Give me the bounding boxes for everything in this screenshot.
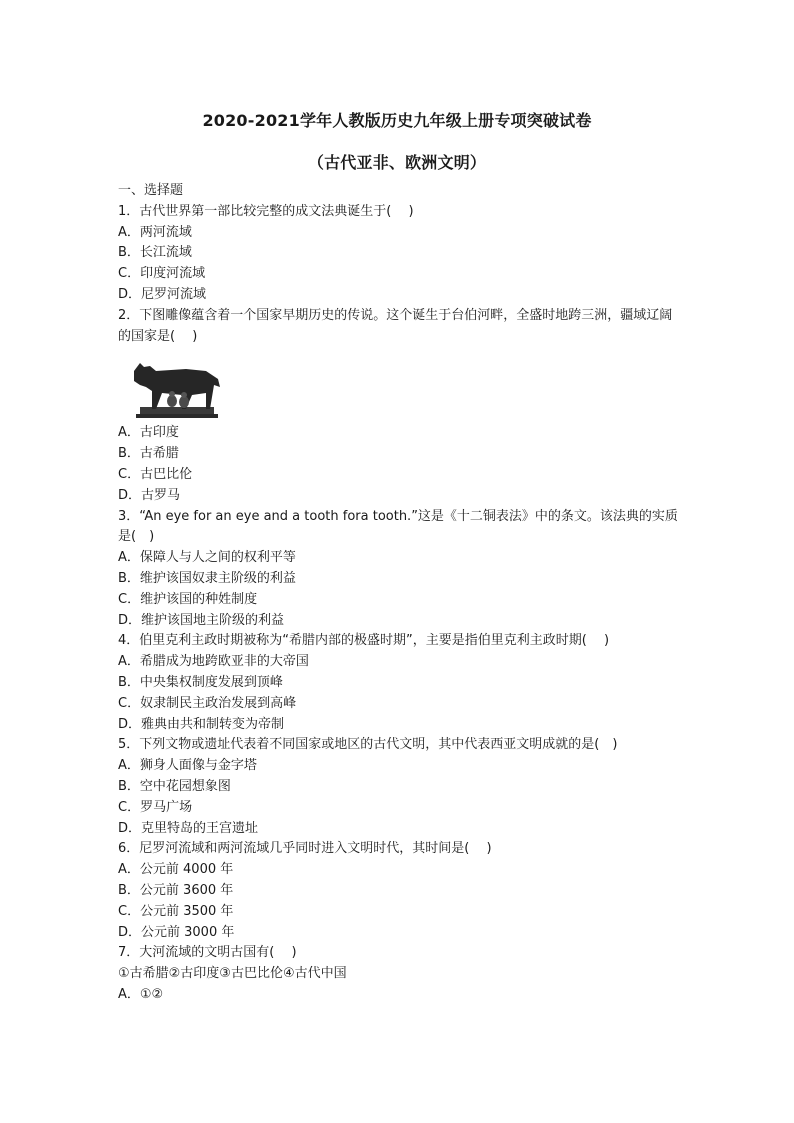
question-6-option-d: D．公元前 3000 年 <box>118 924 235 940</box>
question-7-items: ①古希腊②古印度③古巴比伦④古代中国 <box>118 966 347 982</box>
question-4-option-d: D．雅典由共和制转变为帝制 <box>118 716 285 732</box>
she-wolf-statue-image <box>126 357 226 419</box>
question-3-option-a: A．保障人与人之间的权利平等 <box>118 550 296 566</box>
question-6-option-c: C．公元前 3500 年 <box>118 903 234 919</box>
question-5-stem: 5．下列文物或遗址代表着不同国家或地区的古代文明，其中代表西亚文明成就的是( ) <box>118 737 618 753</box>
question-6-stem: 6．尼罗河流域和两河流域几乎同时进入文明时代，其时间是( ) <box>118 841 492 857</box>
question-2-option-a: A．古印度 <box>118 425 179 441</box>
question-3-stem: 3．“An eye for an eye and a tooth fora tooth.”这是《十二铜表法》中的条文。该法典的实质是( ) <box>118 508 678 545</box>
she-wolf-statue-icon <box>126 357 226 419</box>
question-1-option-a: A．两河流域 <box>118 224 192 240</box>
question-2-option-d: D．古罗马 <box>118 487 181 503</box>
question-5-option-d: D．克里特岛的王宫遗址 <box>118 820 259 836</box>
question-2-option-b: B．古希腊 <box>118 446 179 462</box>
question-1-option-d: D．尼罗河流域 <box>118 286 207 302</box>
question-7-stem: 7．大河流域的文明古国有( ) <box>118 945 297 961</box>
question-4-option-b: B．中央集权制度发展到顶峰 <box>118 674 283 690</box>
question-4-option-c: C．奴隶制民主政治发展到高峰 <box>118 695 297 711</box>
question-3-option-d: D．维护该国地主阶级的利益 <box>118 612 285 628</box>
question-6-option-b: B．公元前 3600 年 <box>118 882 234 898</box>
exam-subtitle: （古代亚非、欧洲文明） <box>307 153 487 172</box>
question-4-option-a: A．希腊成为地跨欧亚非的大帝国 <box>118 654 309 670</box>
question-5-option-b: B．空中花园想象图 <box>118 778 231 794</box>
question-7-option-a: A．①② <box>118 986 164 1002</box>
question-1-option-b: B．长江流域 <box>118 245 192 261</box>
question-1-option-c: C．印度河流域 <box>118 266 206 282</box>
question-4-stem: 4．伯里克利主政时期被称为“希腊内部的极盛时期”，主要是指伯里克利主政时期( ) <box>118 633 610 649</box>
section-heading: 一、选择题 <box>118 183 184 198</box>
question-3-option-b: B．维护该国奴隶主阶级的利益 <box>118 570 296 586</box>
question-1-stem: 1．古代世界第一部比较完整的成文法典诞生于( ) <box>118 203 414 219</box>
exam-title: 2020-2021学年人教版历史九年级上册专项突破试卷 <box>202 111 592 130</box>
question-5-option-c: C．罗马广场 <box>118 799 193 815</box>
question-5-option-a: A．狮身人面像与金字塔 <box>118 758 257 774</box>
question-3-option-c: C．维护该国的种姓制度 <box>118 591 258 607</box>
question-2-stem: 2．下图雕像蕴含着一个国家早期历史的传说。这个诞生于台伯河畔，全盛时地跨三洲，疆域辽阔的国家是( ) <box>118 307 673 344</box>
question-list <box>118 181 678 1006</box>
question-6-option-a: A．公元前 4000 年 <box>118 862 234 878</box>
question-2-option-c: C．古巴比伦 <box>118 466 193 482</box>
